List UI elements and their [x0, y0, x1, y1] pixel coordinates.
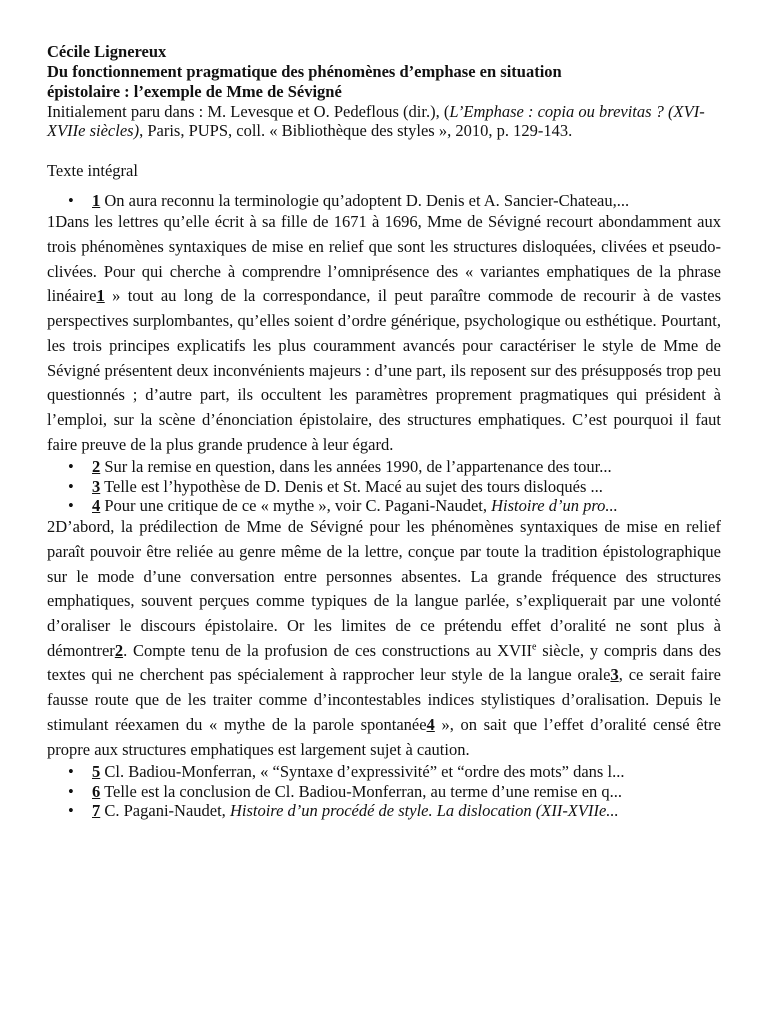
footnote-item	[47, 801, 721, 820]
footnote-item	[47, 191, 721, 210]
footnote-link[interactable]: 1	[92, 191, 101, 210]
footnote-text: On aura reconnu la terminologie qu’adoptent D. Denis et A. Sancier-Chateau,...	[104, 191, 630, 210]
bullet-icon: •	[68, 191, 74, 210]
paragraph-text: , ce serait faire fausse route que de les traiter comme d’incontestables indices stylistiques d’oralisation. Depuis le stimulant réexamen du « mythe de la parole spontanée	[47, 665, 721, 734]
paragraph-text: D’abord, la prédilection de Mme de Sévigné pour les phénomènes syntaxiques de mise en relief paraît pouvoir être reliée au genre même de la lettre, conçue par toute la tradition épistolographique sur le mode d’une conversation entre personnes absentes. La grande fréquence des structures emphatiques, souvent perçues comme typiques de la langue parlée, s’expliquerait par une volonté d’oraliser le discours épistolaire. Or les limites de ce prétendu effet d’oralité ne sont plus à démontrer	[47, 517, 721, 660]
article-title-line-2: épistolaire : l’exemple de Mme de Sévigné	[47, 82, 342, 101]
footnote-item	[47, 782, 721, 801]
footnote-text: Telle est l’hypothèse de D. Denis et St. Macé au sujet des tours disloqués ...	[104, 476, 603, 496]
footnote-list	[47, 457, 721, 515]
document-page	[47, 42, 721, 820]
footnote-link[interactable]: 4	[92, 495, 101, 515]
bullet-icon: •	[68, 476, 74, 496]
author-name: Cécile Lignereux	[47, 42, 167, 61]
superscript: e	[532, 641, 537, 653]
footnote-text: C. Pagani-Naudet,	[104, 800, 230, 820]
footnote-link[interactable]: 3	[92, 476, 101, 496]
footnote-link[interactable]: 5	[92, 762, 101, 782]
publication-suffix: , Paris, PUPS, coll. « Bibliothèque des styles », 2010, p. 129-143.	[139, 121, 573, 140]
footnote-text: Telle est la conclusion de Cl. Badiou-Monferran, au terme d’une remise en q...	[104, 781, 623, 801]
footnote-italic-text: Histoire d’un procédé de style. La dislocation (XII-XVIIe...	[229, 800, 619, 820]
bullet-icon: •	[68, 457, 74, 477]
publication-prefix: Initialement paru dans : M. Levesque et O. Pedeflous (dir.), (	[47, 102, 450, 121]
footnote-list	[47, 191, 721, 210]
texte-integral-heading: Texte intégral	[47, 161, 138, 180]
bullet-icon: •	[68, 495, 74, 515]
footnote-text: Sur la remise en question, dans les années 1990, de l’appartenance des tour...	[104, 457, 612, 477]
paragraph-text: siècle, y compris dans des textes qui ne cherchent pas spécialement à rapprocher leur style de la langue orale	[47, 640, 721, 685]
article-title-line-1: Du fonctionnement pragmatique des phénomènes d’emphase en situation	[47, 62, 562, 81]
paragraph-number: 1	[47, 212, 56, 232]
paragraph-2	[47, 515, 721, 762]
footnote-item	[47, 496, 721, 515]
paragraph-text: Dans les lettres qu’elle écrit à sa fille de 1671 à 1696, Mme de Sévigné recourt abondamment aux trois phénomènes syntaxiques de mise en relief que sont les structures disloquées, clivées et pseudo-clivées. Pour qui cherche à comprendre l’omniprésence des « variantes emphatiques de la phrase linéaire	[47, 212, 721, 306]
footnote-list	[47, 762, 721, 820]
footnote-item	[47, 477, 721, 496]
paragraph-text: » tout au long de la correspondance, il peut paraître commode de recourir à de vastes perspectives surplombantes, qu’elles soient d’ordre générique, psychologique ou esthétique. Pourtant, les trois principes explicatifs les plus couramment avancés pour caractériser le style de Mme de Sévigné présentent deux inconvénients majeurs : d’une part, ils reposent sur des présupposés trop peu questionnés ; d’autre part, ils occultent les paramètres proprement pragmatiques qui président à l’emploi, sur la scène d’énonciation épistolaire, des structures emphatiques. C’est pourquoi il faut faire preuve de la plus grande prudence à leur égard.	[47, 286, 721, 454]
footnote-italic-text: Histoire d’un pro...	[491, 495, 618, 515]
paragraph-text: . Compte tenu de la profusion de ces constructions au XVII	[123, 640, 532, 660]
footnote-text: Pour une critique de ce « mythe », voir C. Pagani-Naudet,	[104, 495, 492, 515]
footnote-item	[47, 762, 721, 781]
footnote-link[interactable]: 7	[92, 800, 101, 820]
footnote-link[interactable]: 6	[92, 781, 101, 801]
bullet-icon: •	[68, 762, 74, 782]
footnote-item	[47, 457, 721, 476]
footnote-ref-link[interactable]: 3	[610, 665, 619, 685]
paragraph-number: 2	[47, 517, 56, 537]
bullet-icon: •	[68, 781, 74, 801]
paragraph-1	[47, 210, 721, 457]
footnote-ref-link[interactable]: 4	[426, 714, 435, 734]
publication-info	[47, 102, 721, 140]
footnote-ref-link[interactable]: 1	[96, 286, 105, 306]
paragraph-text: », on sait que l’effet d’oralité censé être propre aux structures emphatiques est largement sujet à caution.	[47, 714, 721, 759]
publication-book-title: L’Emphase : copia ou brevitas ? (XVI-XVIIe siècles)	[47, 102, 705, 140]
footnote-ref-link[interactable]: 2	[114, 640, 124, 660]
footnote-text: Cl. Badiou-Monferran, « “Syntaxe d’expressivité” et “ordre des mots” dans l...	[104, 762, 625, 782]
footnote-link[interactable]: 2	[92, 457, 101, 477]
bullet-icon: •	[68, 800, 74, 820]
